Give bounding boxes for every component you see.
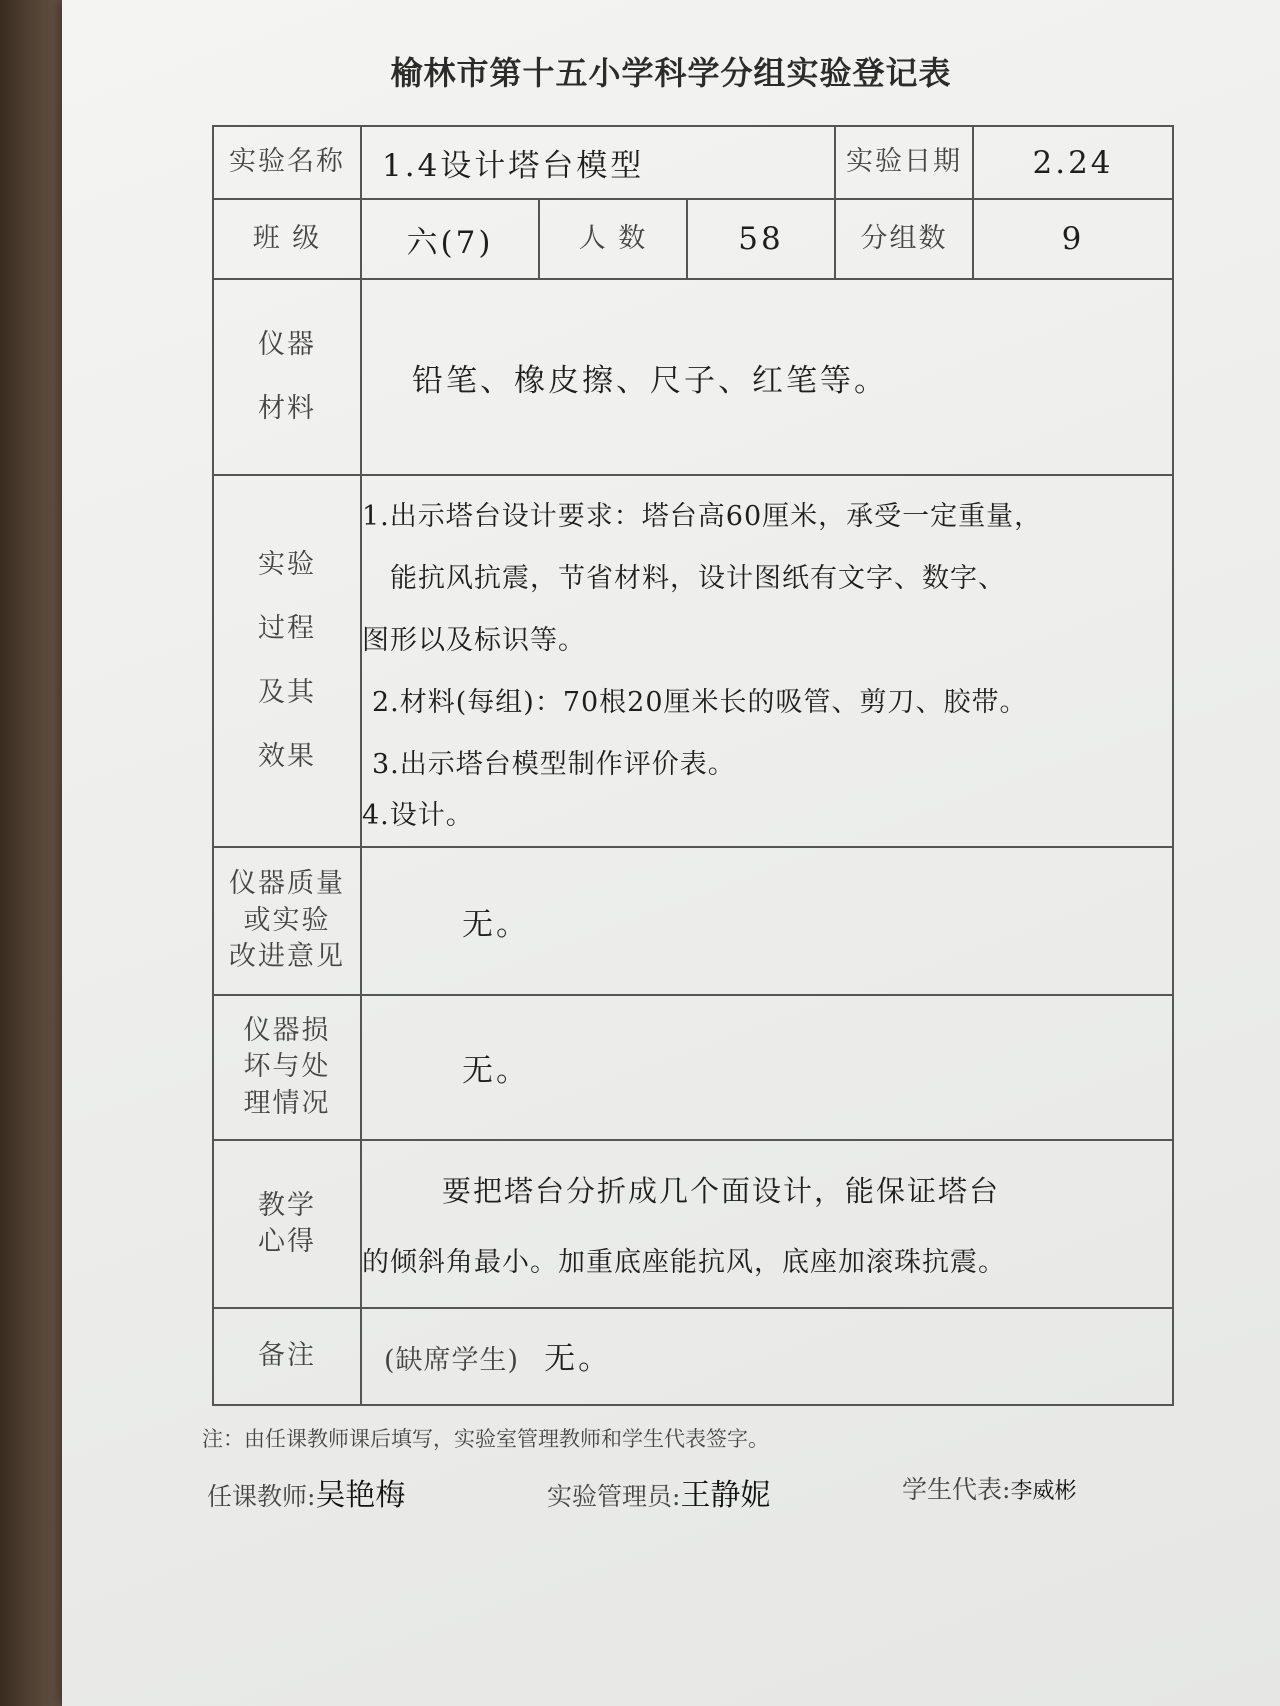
process-line: 图形以及标识等。	[362, 625, 586, 656]
row-damage	[213, 995, 1173, 1140]
remarks-label: 备注	[213, 1308, 361, 1405]
paper-sheet	[62, 0, 1280, 1706]
row-remarks	[213, 1308, 1173, 1405]
experiment-name-value: 1.4设计塔台模型	[382, 148, 645, 184]
process-line: 4.设计。	[362, 800, 474, 831]
process-line: 3.出示塔台模型制作评价表。	[372, 749, 736, 780]
reflection-content	[361, 1140, 1173, 1308]
signature-row	[207, 1470, 1167, 1520]
class-value: 六(7)	[406, 224, 494, 261]
process-label: 实验 过程 及其 效果	[213, 475, 361, 847]
instruments-label: 仪器 材料	[213, 279, 361, 475]
people-count-value: 58	[738, 221, 784, 257]
row-process	[213, 475, 1173, 847]
form-note: 注：由任课教师课后填写，实验室管理教师和学生代表签字。	[202, 1427, 769, 1451]
process-content	[361, 475, 1173, 847]
quality-value: 无。	[462, 906, 530, 943]
reflection-line: 要把塔台分折成几个面设计，能保证塔台	[442, 1174, 1001, 1208]
teacher-name: 吴艳梅	[315, 1478, 406, 1513]
row-reflection	[213, 1140, 1173, 1308]
student-signature: 学生代表:李威彬	[902, 1475, 1077, 1504]
quality-label: 仪器质量 或实验 改进意见	[213, 847, 361, 995]
instruments-value: 铅笔、橡皮擦、尺子、红笔等。	[412, 362, 888, 399]
process-line: 1.出示塔台设计要求：塔台高60厘米，承受一定重量，	[362, 501, 1043, 532]
teacher-signature: 任课教师:吴艳梅	[207, 1478, 406, 1513]
process-line: 能抗风抗震，节省材料，设计图纸有文字、数字、	[390, 563, 1006, 594]
group-count-value: 9	[1061, 221, 1085, 257]
damage-label: 仪器损 坏与处 理情况	[213, 995, 361, 1140]
student-name: 李威彬	[1010, 1479, 1077, 1504]
reflection-label: 教学 心得	[213, 1140, 361, 1308]
desk-background	[0, 0, 70, 1706]
row-class-info	[213, 199, 1173, 279]
row-experiment-name	[213, 126, 1173, 199]
damage-value: 无。	[462, 1053, 530, 1089]
row-instruments	[213, 279, 1173, 475]
group-count-label: 分组数	[835, 199, 973, 279]
class-label: 班 级	[213, 199, 361, 279]
process-line: 2.材料(每组)：70根20厘米长的吸管、剪刀、胶带。	[372, 687, 1028, 718]
experiment-date-label: 实验日期	[835, 126, 973, 199]
experiment-name-label: 实验名称	[213, 126, 361, 199]
admin-name: 王静妮	[680, 1478, 771, 1513]
reflection-line: 的倾斜角最小。加重底座能抗风，底座加滚珠抗震。	[362, 1247, 1006, 1278]
experiment-date-value: 2.24	[1032, 144, 1114, 181]
row-quality	[213, 847, 1173, 995]
form-title: 榆林市第十五小学科学分组实验登记表	[390, 54, 952, 92]
admin-signature: 实验管理员:王静妮	[547, 1478, 771, 1513]
remarks-absent-label: (缺席学生)	[384, 1345, 520, 1377]
remarks-value: 无。	[544, 1341, 613, 1378]
registration-form-table	[212, 125, 1174, 1406]
people-count-label: 人 数	[539, 199, 687, 279]
